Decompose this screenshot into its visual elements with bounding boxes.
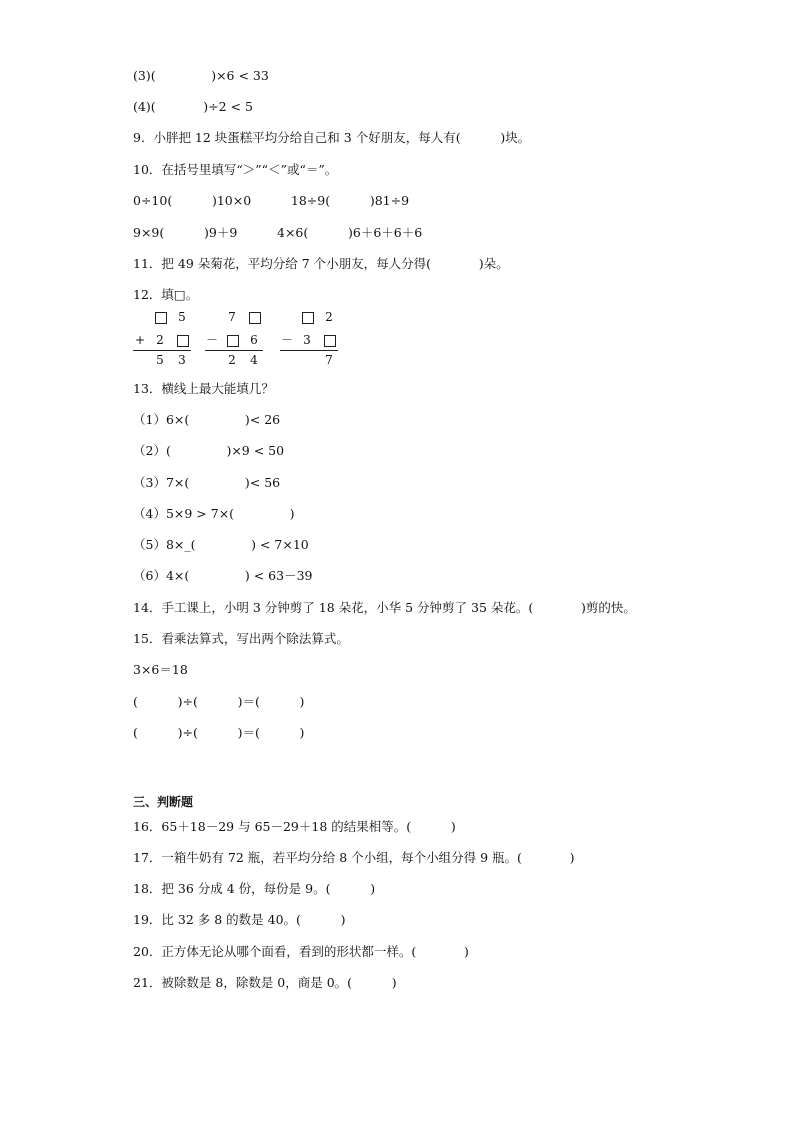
vertical-arithmetic-2 — [205, 310, 265, 370]
question-line-17: 3×6＝18 — [133, 662, 188, 677]
digit: 6 — [250, 333, 258, 347]
sum-line — [205, 350, 263, 351]
digit: 3 — [178, 353, 186, 367]
question-line-4: 0÷10( )10×0 18÷9( )81÷9 — [133, 193, 410, 208]
question-line-2: 9．小胖把 12 块蛋糕平均分给自己和 3 个好朋友，每人有( )块。 — [133, 130, 531, 145]
question-line-5: 9×9( )9＋9 4×6( )6＋6＋6＋6 — [133, 225, 423, 240]
operator: － — [280, 333, 293, 347]
question-line-6: 11．把 49 朵菊花，平均分给 7 个小朋友，每人分得( )朵。 — [133, 256, 509, 271]
digit: 7 — [228, 310, 236, 324]
question-line-0: (3)( )×6 < 33 — [133, 68, 269, 83]
question-line-18: ( )÷( )＝( ) — [133, 694, 305, 709]
question-line-10: （2）( )×9 < 50 — [133, 443, 285, 458]
judge-line-0: 16．65＋18－29 与 65－29＋18 的结果相等。( ) — [133, 819, 456, 834]
question-line-3: 10．在括号里填写“＞”“＜”或“＝”。 — [133, 162, 338, 177]
section-heading: 三、判断题 — [133, 795, 194, 809]
blank-box[interactable] — [324, 335, 336, 347]
question-line-9: （1）6×( )< 26 — [133, 412, 281, 427]
digit: 3 — [303, 333, 311, 347]
blank-box[interactable] — [249, 312, 261, 324]
judge-line-3: 19．比 32 多 8 的数是 40。( ) — [133, 912, 346, 927]
blank-box[interactable] — [155, 312, 167, 324]
digit: 2 — [325, 310, 333, 324]
digit: 5 — [156, 353, 164, 367]
blank-box[interactable] — [227, 335, 239, 347]
blank-box[interactable] — [302, 312, 314, 324]
digit: 4 — [250, 353, 258, 367]
question-line-1: (4)( )÷2 < 5 — [133, 99, 253, 114]
judge-line-5: 21．被除数是 8，除数是 0，商是 0。( ) — [133, 975, 397, 990]
judge-line-4: 20．正方体无论从哪个面看，看到的形状都一样。( ) — [133, 944, 469, 959]
question-line-11: （3）7×( )< 56 — [133, 475, 281, 490]
question-line-8: 13．横线上最大能填几？ — [133, 381, 274, 396]
sum-line — [280, 350, 338, 351]
question-line-16: 15．看乘法算式，写出两个除法算式。 — [133, 631, 349, 646]
question-line-13: （5）8×_( ) < 7×10 — [133, 537, 309, 552]
digit: 5 — [178, 310, 186, 324]
judge-line-1: 17．一箱牛奶有 72 瓶，若平均分给 8 个小组，每个小组分得 9 瓶。( ) — [133, 850, 575, 865]
question-line-7: 12．填□。 — [133, 287, 199, 302]
operator: + — [134, 333, 146, 347]
question-line-19: ( )÷( )＝( ) — [133, 725, 305, 740]
question-line-15: 14．手工课上，小明 3 分钟剪了 18 朵花，小华 5 分钟剪了 35 朵花。( )剪的快。 — [133, 600, 636, 615]
judge-line-2: 18．把 36 分成 4 份，每份是 9。( ) — [133, 881, 376, 896]
digit: 2 — [156, 333, 164, 347]
blank-box[interactable] — [177, 335, 189, 347]
digit: 7 — [325, 353, 333, 367]
operator: － — [205, 333, 218, 347]
question-line-12: （4）5×9 > 7×( ) — [133, 506, 295, 521]
vertical-arithmetic-3 — [280, 310, 340, 370]
vertical-arithmetic-1 — [133, 310, 193, 370]
sum-line — [133, 350, 191, 351]
question-line-14: （6）4×( ) < 63－39 — [133, 568, 313, 583]
digit: 2 — [228, 353, 236, 367]
